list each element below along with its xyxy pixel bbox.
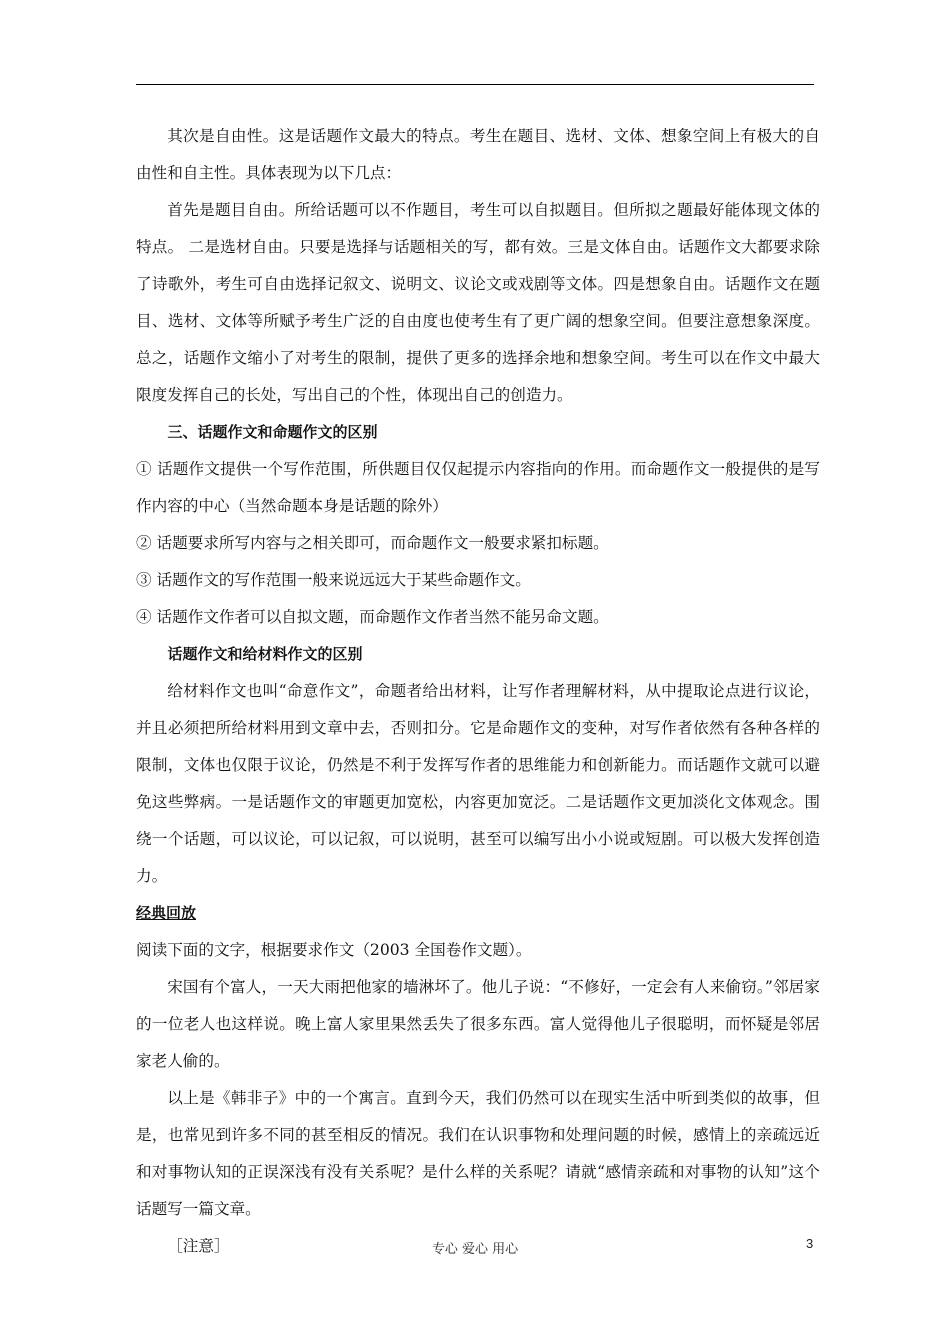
section-heading-topic-vs-title: 三、话题作文和命题作文的区别	[167, 423, 378, 441]
exam-note: ［注意］	[167, 1237, 230, 1255]
list-item: ④ 话题作文作者可以自拟文题，而命题作文作者当然不能另命文题。	[136, 608, 609, 626]
paragraph-freedom: 其次是自由性。这是话题作文最大的特点。考生在题目、选材、文体、想象空间上有极大的自由性和自主性。具体表现为以下几点：	[136, 127, 820, 182]
header-rule	[136, 84, 814, 85]
page-number: 3	[806, 1236, 814, 1251]
paragraph-material-essay: 给材料作文也叫“命意作文”，命题者给出材料，让写作者理解材料，从中提取论点进行议论，并且必须把所给材料用到文章中去，否则扣分。它是命题作文的变种，对写作者依然有各种各样的限制，文体也仅限于议论，仍然是不利于发挥写作者的思维能力和创新能力。而话题作文就可以避免这些弊病。一是话题作文的审题更加宽松，内容更加宽泛。二是话题作文更加淡化文体观念。围绕一个话题，可以议论，可以记叙，可以说明，甚至可以编写出小小说或短剧。可以极大发挥创造力。	[136, 682, 820, 885]
footer-slogan: 专心 爱心 用心	[431, 1242, 519, 1257]
section-heading-classic: 经典回放	[136, 904, 197, 922]
exam-intro: 阅读下面的文字，根据要求作文（2003 全国卷作文题）。	[136, 941, 532, 959]
list-item: ② 话题要求所写内容与之相关即可，而命题作文一般要求紧扣标题。	[136, 534, 609, 552]
exam-story: 宋国有个富人，一天大雨把他家的墙淋坏了。他儿子说：“不修好，一定会有人来偷窃。”邻居家的一位老人也这样说。晚上富人家里果然丢失了很多东西。富人觉得他儿子很聪明，而怀疑是邻居家老人偷的。	[136, 978, 820, 1070]
exam-prompt: 以上是《韩非子》中的一个寓言。直到今天，我们仍然可以在现实生活中听到类似的故事，但是，也常见到许多不同的甚至相反的情况。我们在认识事物和处理问题的时候，感情上的亲疏远近和对事物认知的正误深浅有没有关系呢？是什么样的关系呢？请就“感情亲疏和对事物的认知”这个话题写一篇文章。	[136, 1089, 820, 1218]
page-body	[136, 118, 820, 1265]
list-item: ③ 话题作文的写作范围一般来说远远大于某些命题作文。	[136, 571, 531, 589]
list-item: ① 话题作文提供一个写作范围，所供题目仅仅起提示内容指向的作用。而命题作文一般提供的是写作内容的中心（当然命题本身是话题的除外）	[136, 460, 820, 515]
paragraph-freedom-details: 首先是题目自由。所给话题可以不作题目，考生可以自拟题目。但所拟之题最好能体现文体的特点。 二是选材自由。只要是选择与话题相关的写，都有效。三是文体自由。话题作文大都要求除了诗歌外，考生可自由选择记叙文、说明文、议论文或戏剧等文体。四是想象自由。话题作文在题目、选材、文体等所赋予考生广泛的自由度也使考生有了更广阔的想象空间。但要注意想象深度。总之，话题作文缩小了对考生的限制，提供了更多的选择余地和想象空间。考生可以在作文中最大限度发挥自己的长处，写出自己的个性，体现出自己的创造力。	[136, 201, 820, 404]
section-heading-topic-vs-material: 话题作文和给材料作文的区别	[167, 645, 363, 663]
